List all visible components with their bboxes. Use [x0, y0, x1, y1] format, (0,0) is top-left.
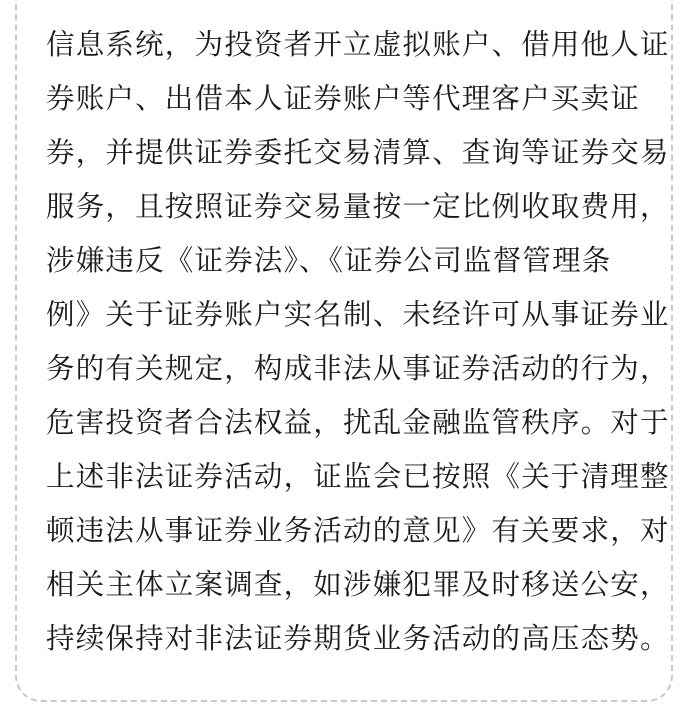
article-line: 涉嫌违反《证券法》、《证券公司监督管理条: [46, 244, 612, 277]
article-line: 券账户、出借本人证券账户等代理客户买卖证: [46, 82, 641, 115]
article-line: 务的有关规定，构成非法从事证券活动的行为，: [46, 352, 670, 385]
article-line: 上述非法证券活动，证监会已按照《关于清理整: [46, 460, 670, 493]
article-line: 持续保持对非法证券期货业务活动的高压态势。: [46, 622, 670, 655]
article-line: 顿违法从事证券业务活动的意见》有关要求，对: [46, 514, 670, 547]
article-line: 服务，且按照证券交易量按一定比例收取费用，: [46, 190, 670, 223]
article-line: 信息系统，为投资者开立虚拟账户、借用他人证: [46, 28, 670, 61]
article-line: 券，并提供证券委托交易清算、查询等证券交易: [46, 136, 670, 169]
article-line: 例》关于证券账户实名制、未经许可从事证券业: [46, 298, 670, 331]
article-line: 危害投资者合法权益，扰乱金融监管秩序。对于: [46, 406, 670, 439]
article-line: 相关主体立案调查，如涉嫌犯罪及时移送公安，: [46, 568, 670, 601]
article-body: [46, 18, 670, 666]
